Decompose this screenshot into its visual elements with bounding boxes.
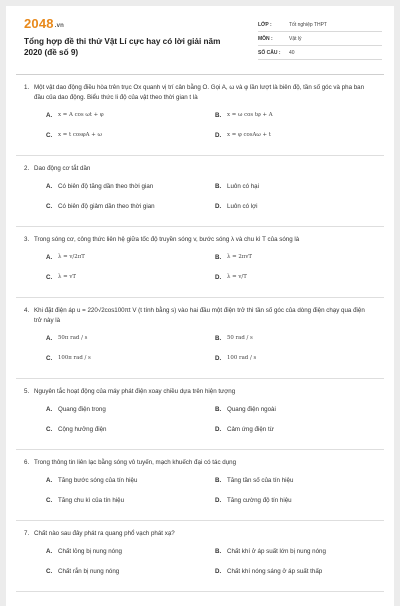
answer-options xyxy=(16,539,384,591)
question-item xyxy=(16,75,384,156)
question-list xyxy=(6,75,394,592)
answer-option[interactable] xyxy=(46,335,215,355)
option-letter: A. xyxy=(46,406,53,413)
answer-option[interactable] xyxy=(46,497,215,517)
answer-option[interactable] xyxy=(46,132,215,152)
logo-suffix: .vn xyxy=(54,23,65,29)
meta-key: SỐ CÂU : xyxy=(258,49,281,56)
option-text: x = ω cos tφ + A xyxy=(227,112,273,118)
option-letter: B. xyxy=(215,335,222,342)
option-letter: C. xyxy=(46,203,53,210)
answer-options xyxy=(16,468,384,520)
option-letter: C. xyxy=(46,274,53,281)
answer-options xyxy=(16,397,384,449)
question-item xyxy=(16,227,384,298)
answer-options xyxy=(16,103,384,155)
question-number: 5. xyxy=(24,388,30,395)
meta-key: MÔN : xyxy=(258,35,273,42)
meta-row-subject xyxy=(258,32,382,46)
question-number: 4. xyxy=(24,307,30,314)
option-text: λ = v/2πT xyxy=(58,254,85,260)
option-text: Tăng bước sóng của tín hiệu xyxy=(58,477,138,484)
question-stem xyxy=(16,306,384,326)
answer-option[interactable] xyxy=(46,477,215,497)
answer-option[interactable] xyxy=(215,183,384,203)
option-letter: B. xyxy=(215,406,222,413)
question-text: Trong thông tin liên lạc bằng sóng vô tuyến, mạch khuếch đại có tác dụng xyxy=(34,459,237,466)
option-text: λ = v/T xyxy=(227,274,247,280)
meta-row-class xyxy=(258,18,382,32)
page-header xyxy=(6,6,394,74)
question-item xyxy=(16,156,384,227)
option-text: Tăng chu kì của tín hiệu xyxy=(58,497,125,504)
option-letter: C. xyxy=(46,497,53,504)
option-letter: D. xyxy=(215,355,222,362)
question-item xyxy=(16,450,384,521)
option-letter: C. xyxy=(46,568,53,575)
question-stem xyxy=(16,164,384,174)
question-text: Một vật dao động điều hòa trên trục Ox quanh vị trí cân bằng O. Gọi A, ω và φ lần lượt là biên độ, tần số góc và pha ban đầu của dao động. Biểu thức li độ của vật theo thời gian t là xyxy=(34,84,365,101)
option-text: Chất khí ở áp suất lớn bị nung nóng xyxy=(227,548,326,555)
option-letter: D. xyxy=(215,568,222,575)
option-letter: B. xyxy=(215,112,222,119)
option-letter: D. xyxy=(215,497,222,504)
answer-option[interactable] xyxy=(46,426,215,446)
option-text: Có biên độ giảm dần theo thời gian xyxy=(58,203,155,210)
option-letter: A. xyxy=(46,112,53,119)
option-text: x = t cosφA + ω xyxy=(58,132,102,138)
answer-option[interactable] xyxy=(215,426,384,446)
option-text: 50π rad / s xyxy=(58,335,88,341)
option-letter: C. xyxy=(46,355,53,362)
option-text: λ = 2πvT xyxy=(227,254,252,260)
answer-option[interactable] xyxy=(215,274,384,294)
answer-option[interactable] xyxy=(215,254,384,274)
option-letter: C. xyxy=(46,132,53,139)
option-letter: A. xyxy=(46,183,53,190)
question-text: Dao động cơ tắt dần xyxy=(34,165,91,172)
option-letter: C. xyxy=(46,426,53,433)
exam-meta xyxy=(258,18,382,60)
option-letter: D. xyxy=(215,274,222,281)
answer-option[interactable] xyxy=(215,203,384,223)
answer-option[interactable] xyxy=(215,477,384,497)
answer-option[interactable] xyxy=(46,406,215,426)
question-text: Trong sóng cơ, công thức liên hệ giữa tốc độ truyền sóng v, bước sóng λ và chu kì T của sóng là xyxy=(34,236,300,243)
option-text: Tăng tần số của tín hiệu xyxy=(227,477,294,484)
option-text: Chất rắn bị nung nóng xyxy=(58,568,120,575)
option-text: Chất khí nóng sáng ở áp suất thấp xyxy=(227,568,323,575)
answer-option[interactable] xyxy=(46,355,215,375)
option-letter: B. xyxy=(215,477,222,484)
meta-row-count xyxy=(258,46,382,60)
logo-text: 2048 xyxy=(24,16,54,31)
question-number: 7. xyxy=(24,530,30,537)
exam-title: Tổng hợp đề thi thử Vật Lí cực hay có lời giải năm 2020 (đề số 9) xyxy=(24,37,221,57)
answer-option[interactable] xyxy=(215,406,384,426)
answer-option[interactable] xyxy=(46,254,215,274)
option-text: Cộng hưởng điện xyxy=(58,426,107,433)
answer-option[interactable] xyxy=(215,548,384,568)
question-text: Chất nào sau đây phát ra quang phổ vạch phát xạ? xyxy=(34,530,175,537)
answer-option[interactable] xyxy=(215,335,384,355)
option-text: Quang điện trong xyxy=(58,406,106,413)
option-text: Chất lỏng bị nung nóng xyxy=(58,548,122,555)
option-text: 100π rad / s xyxy=(58,355,91,361)
option-letter: D. xyxy=(215,203,222,210)
option-text: Tăng cường độ tín hiệu xyxy=(227,497,292,504)
option-text: λ = vT xyxy=(58,274,77,280)
answer-option[interactable] xyxy=(46,183,215,203)
answer-option[interactable] xyxy=(215,497,384,517)
answer-option[interactable] xyxy=(215,355,384,375)
option-text: Quang điện ngoài xyxy=(227,406,276,413)
answer-option[interactable] xyxy=(46,274,215,294)
option-letter: A. xyxy=(46,254,53,261)
document-page xyxy=(6,6,394,606)
answer-options xyxy=(16,174,384,226)
question-item xyxy=(16,379,384,450)
answer-options xyxy=(16,326,384,378)
option-text: Cảm ứng điện từ xyxy=(227,426,274,433)
question-stem xyxy=(16,235,384,245)
option-letter: D. xyxy=(215,132,222,139)
option-letter: A. xyxy=(46,477,53,484)
option-text: Luôn có lợi xyxy=(227,203,258,210)
option-text: Có biên độ tăng dần theo thời gian xyxy=(58,183,154,190)
option-letter: B. xyxy=(215,254,222,261)
question-stem xyxy=(16,458,384,468)
option-text: x = φ cosAω + t xyxy=(227,132,271,138)
question-text: Khi đặt điện áp u = 220√2cos100πt V (t tính bằng s) vào hai đầu một điện trở thì tần số góc của dòng điện chạy qua điện trở này là xyxy=(34,307,365,324)
meta-key: LỚP : xyxy=(258,21,272,28)
answer-options xyxy=(16,245,384,297)
question-item xyxy=(16,521,384,592)
question-text: Nguyên tắc hoạt động của máy phát điện xoay chiều dựa trên hiện tượng xyxy=(34,388,236,395)
answer-option[interactable] xyxy=(215,132,384,152)
question-number: 2. xyxy=(24,165,30,172)
question-number: 3. xyxy=(24,236,30,243)
option-letter: B. xyxy=(215,183,222,190)
answer-option[interactable] xyxy=(215,112,384,132)
answer-option[interactable] xyxy=(46,112,215,132)
answer-option[interactable] xyxy=(46,568,215,588)
question-number: 6. xyxy=(24,459,30,466)
question-stem xyxy=(16,387,384,397)
answer-option[interactable] xyxy=(46,203,215,223)
question-item xyxy=(16,298,384,379)
option-text: 50 rad / s xyxy=(227,335,253,341)
meta-value: Tốt nghiệp THPT xyxy=(289,21,327,28)
question-stem xyxy=(16,529,384,539)
meta-value: 40 xyxy=(289,49,295,56)
option-letter: D. xyxy=(215,426,222,433)
option-text: x = A cos ωt + φ xyxy=(58,112,104,118)
meta-value: Vật lý xyxy=(289,35,302,42)
option-text: Luôn có hại xyxy=(227,183,259,190)
option-letter: A. xyxy=(46,335,53,342)
answer-option[interactable] xyxy=(215,568,384,588)
question-number: 1. xyxy=(24,84,30,91)
option-text: 100 rad / s xyxy=(227,355,257,361)
answer-option[interactable] xyxy=(46,548,215,568)
question-stem xyxy=(16,83,384,103)
option-letter: B. xyxy=(215,548,222,555)
option-letter: A. xyxy=(46,548,53,555)
